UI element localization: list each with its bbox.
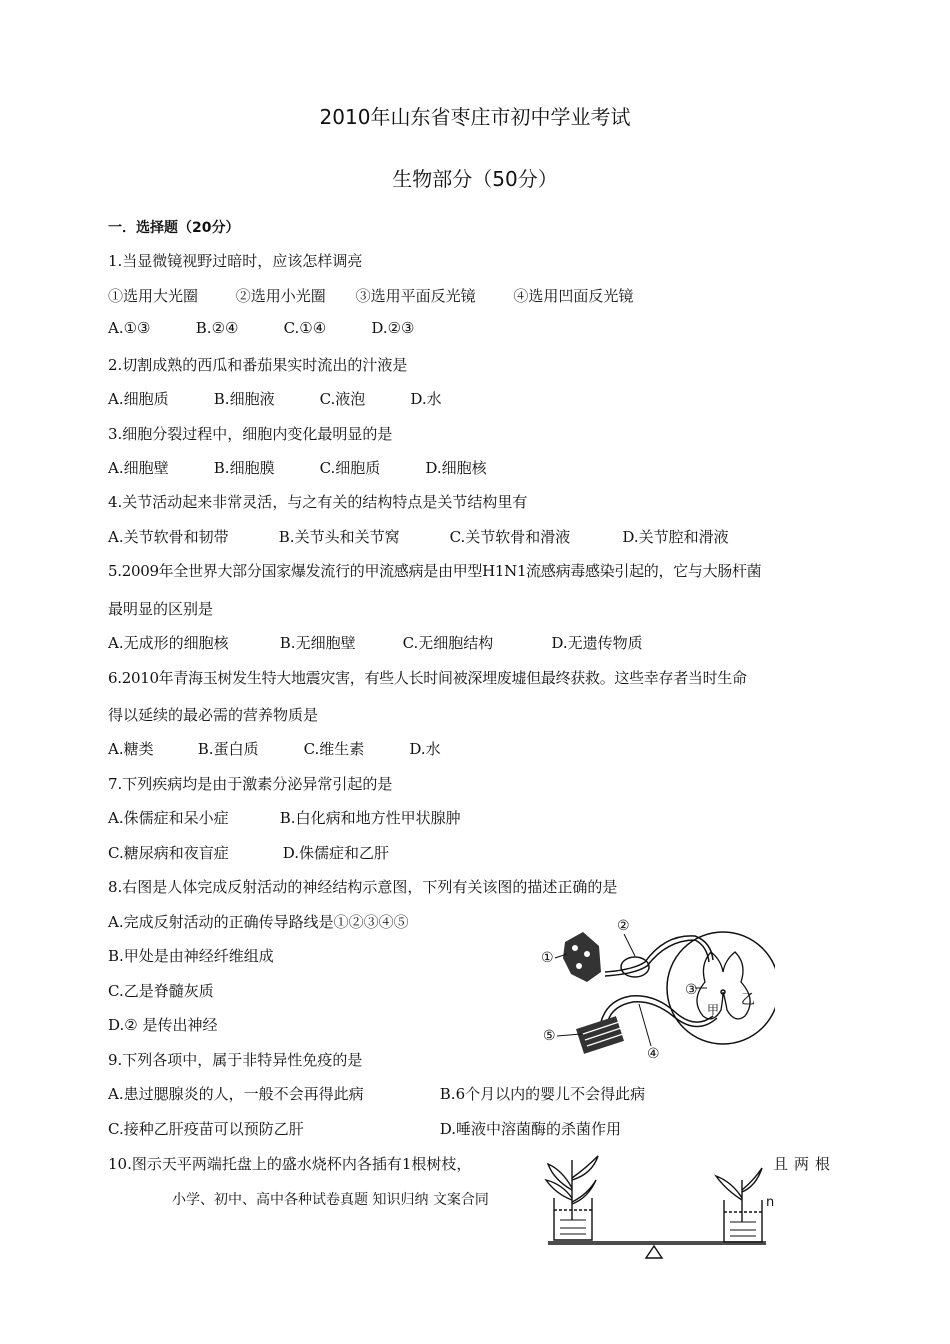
question-3-stem: 3.细胞分裂过程中，细胞内变化最明显的是 xyxy=(108,425,393,443)
label-2: ② xyxy=(617,918,630,934)
option: D.侏儒症和乙肝 xyxy=(282,844,390,862)
option: A.患过腮腺炎的人，一般不会再得此病 xyxy=(108,1085,364,1103)
label-jia: 甲 xyxy=(707,1003,720,1017)
question-4-options xyxy=(108,526,729,547)
option: A.侏儒症和呆小症 xyxy=(108,809,229,827)
option: D.细胞核 xyxy=(425,459,487,477)
option: B.甲处是由神经纤维组成 xyxy=(108,947,274,965)
question-6-stem-cont: 得以延续的最必需的营养物质是 xyxy=(108,706,319,724)
question-5-options xyxy=(108,632,643,653)
option: D.唾液中溶菌酶的杀菌作用 xyxy=(439,1120,622,1138)
reflex-arc-diagram xyxy=(535,912,775,1067)
q1-item: ④选用凹面反光镜 xyxy=(513,287,634,305)
question-5-stem-cont: 最明显的区别是 xyxy=(108,600,214,618)
balance-scale-diagram xyxy=(540,1150,780,1260)
option: A.完成反射活动的正确传导路线是①②③④⑤ xyxy=(108,913,409,931)
option: B.白化病和地方性甲状腺肿 xyxy=(279,809,461,827)
option: D.② 是传出神经 xyxy=(108,1016,218,1034)
option: C.乙是脊髓灰质 xyxy=(108,982,214,1000)
question-9-options-row1 xyxy=(108,1083,645,1104)
option: C.细胞质 xyxy=(319,459,381,477)
question-9-options-row2 xyxy=(108,1118,621,1139)
question-7-stem: 7.下列疾病均是由于激素分泌异常引起的是 xyxy=(108,775,393,793)
option: A.关节软骨和韧带 xyxy=(108,528,229,546)
option: B.关节头和关节窝 xyxy=(278,528,400,546)
receptor-shape xyxy=(563,932,601,982)
option: A.细胞质 xyxy=(108,390,169,408)
q1-item: ②选用小光圈 xyxy=(235,287,326,305)
question-6-stem: 6.2010年青海玉树发生特大地震灾害，有些人长时间被深埋废墟但最终获救。这些幸存者当时生命 xyxy=(108,669,747,687)
q1-item: ①选用大光圈 xyxy=(108,287,199,305)
question-1-options xyxy=(108,319,415,337)
option: C.①④ xyxy=(283,319,327,337)
option: C.无细胞结构 xyxy=(402,634,494,652)
section-heading: 一．选择题（20分） xyxy=(108,220,240,236)
question-10-stem-right: 且两根 xyxy=(773,1155,837,1173)
option: B.无细胞壁 xyxy=(279,634,356,652)
option: C.关节软骨和滑液 xyxy=(449,528,571,546)
option: C.接种乙肝疫苗可以预防乙肝 xyxy=(108,1120,304,1138)
option: D.水 xyxy=(409,740,441,758)
option: B.②④ xyxy=(195,319,239,337)
option: A.①③ xyxy=(108,319,151,337)
option: A.糖类 xyxy=(108,740,154,758)
label-yi: 乙 xyxy=(741,992,755,1008)
option: B.6个月以内的婴儿不会得此病 xyxy=(439,1085,646,1103)
page-subtitle: 生物部分（50分） xyxy=(392,167,558,191)
label-n: n xyxy=(766,1195,775,1210)
option: D.水 xyxy=(410,390,442,408)
question-7-options-row2 xyxy=(108,842,389,863)
question-7-options-row1 xyxy=(108,807,461,828)
option: D.②③ xyxy=(371,319,415,337)
option: A.无成形的细胞核 xyxy=(108,634,229,652)
question-8-stem: 8.右图是人体完成反射活动的神经结构示意图，下列有关该图的描述正确的是 xyxy=(108,878,618,896)
option: D.无遗传物质 xyxy=(551,634,643,652)
question-6-options xyxy=(108,738,441,759)
option: C.液泡 xyxy=(319,390,366,408)
question-2-stem: 2.切割成熟的西瓜和番茄果实时流出的汁液是 xyxy=(108,356,408,374)
question-4-stem: 4.关节活动起来非常灵活，与之有关的结构特点是关节结构里有 xyxy=(108,493,528,511)
question-5-stem: 5.2009年全世界大部分国家爆发流行的甲流感病是由甲型H1N1流感病毒感染引起的，它与大肠杆菌 xyxy=(108,562,762,580)
option: B.蛋白质 xyxy=(197,740,259,758)
question-1-items xyxy=(108,285,633,306)
label-3: ③ xyxy=(685,982,698,998)
option: B.细胞液 xyxy=(213,390,275,408)
option: A.细胞壁 xyxy=(108,459,169,477)
question-2-options xyxy=(108,388,442,409)
option: C.维生素 xyxy=(303,740,365,758)
question-10-stem: 10.图示天平两端托盘上的盛水烧杯内各插有1根树枝， xyxy=(108,1155,472,1173)
label-1: ① xyxy=(541,950,554,966)
question-1-stem: 1.当显微镜视野过暗时，应该怎样调亮 xyxy=(108,252,363,270)
option: B.细胞膜 xyxy=(213,459,275,477)
question-9-stem: 9.下列各项中，属于非特异性免疫的是 xyxy=(108,1051,363,1069)
label-4: ④ xyxy=(647,1046,660,1062)
footer-watermark: 小学、初中、高中各种试卷真题 知识归纳 文案合同 xyxy=(172,1192,489,1208)
page-title: 2010年山东省枣庄市初中学业考试 xyxy=(319,105,631,129)
option: C.糖尿病和夜盲症 xyxy=(108,844,229,862)
question-3-options xyxy=(108,457,487,478)
option: D.关节腔和滑液 xyxy=(622,528,729,546)
label-5: ⑤ xyxy=(543,1028,556,1044)
q1-item: ③选用平面反光镜 xyxy=(355,287,476,305)
effector-shape xyxy=(576,1016,624,1054)
